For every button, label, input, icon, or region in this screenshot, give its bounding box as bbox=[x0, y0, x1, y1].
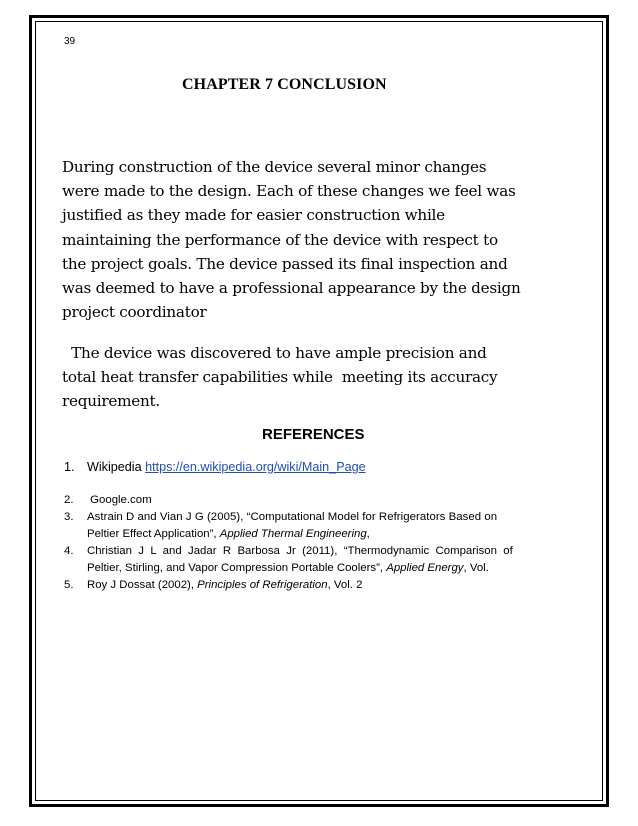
reference-tail: , Vol. 2 bbox=[327, 579, 363, 591]
paragraph-line: maintaining the performance of the device with respect to bbox=[62, 230, 498, 249]
reference-line bbox=[87, 526, 567, 543]
paragraph-line: requirement. bbox=[62, 392, 160, 411]
chapter-title: CHAPTER 7 CONCLUSION bbox=[182, 76, 387, 93]
reference-line bbox=[87, 560, 567, 577]
reference-tail: , Vol. bbox=[463, 562, 489, 574]
reference-author: Roy J Dossat (2002), bbox=[87, 579, 198, 591]
reference-number: 5. bbox=[64, 579, 74, 591]
reference-number: 2. bbox=[64, 494, 74, 506]
references-heading: REFERENCES bbox=[262, 426, 365, 443]
reference-title: Peltier, Stirling, and Vapor Compression Portable Coolers”, bbox=[87, 562, 387, 574]
reference-text bbox=[87, 543, 567, 577]
reference-text bbox=[87, 577, 567, 594]
reference-source: Wikipedia bbox=[87, 460, 146, 474]
reference-tail: , bbox=[366, 528, 370, 540]
reference-line: Astrain D and Vian J G (2005), “Computational Model for Refrigerators Based on bbox=[87, 511, 498, 523]
reference-line: Christian J L and Jadar R Barbosa Jr (2011), “Thermodynamic Comparison of bbox=[87, 545, 513, 557]
page-number: 39 bbox=[64, 36, 76, 47]
paragraph-line: The device was discovered to have ample precision and bbox=[62, 344, 487, 362]
reference-number: 4. bbox=[64, 545, 74, 557]
paragraph-line: During construction of the device several minor changes bbox=[62, 158, 487, 176]
wikipedia-link[interactable]: https://en.wikipedia.org/wiki/Main_Page bbox=[145, 460, 366, 474]
conclusion-paragraph-1 bbox=[62, 155, 582, 324]
paragraph-line: justified as they made for easier construction while bbox=[62, 206, 445, 225]
book-title: Principles of Refrigeration bbox=[197, 579, 328, 591]
paragraph-line: were made to the design. Each of these changes we feel was bbox=[62, 182, 516, 201]
reference-text: Google.com bbox=[87, 494, 152, 506]
reference-number: 1. bbox=[64, 460, 75, 474]
journal-name: Applied Energy bbox=[386, 562, 464, 574]
reference-text bbox=[87, 509, 567, 543]
reference-number: 3. bbox=[64, 511, 74, 523]
paragraph-line: total heat transfer capabilities while meeting its accuracy bbox=[62, 368, 498, 387]
journal-name: Applied Thermal Engineering bbox=[219, 528, 367, 540]
reference-text bbox=[87, 459, 567, 476]
conclusion-paragraph-2 bbox=[62, 341, 582, 414]
paragraph-line: was deemed to have a professional appearance by the design bbox=[62, 279, 521, 298]
reference-title: Peltier Effect Application”, bbox=[87, 528, 220, 540]
paragraph-line: the project goals. The device passed its final inspection and bbox=[62, 254, 508, 273]
paragraph-line: project coordinator bbox=[62, 303, 207, 322]
